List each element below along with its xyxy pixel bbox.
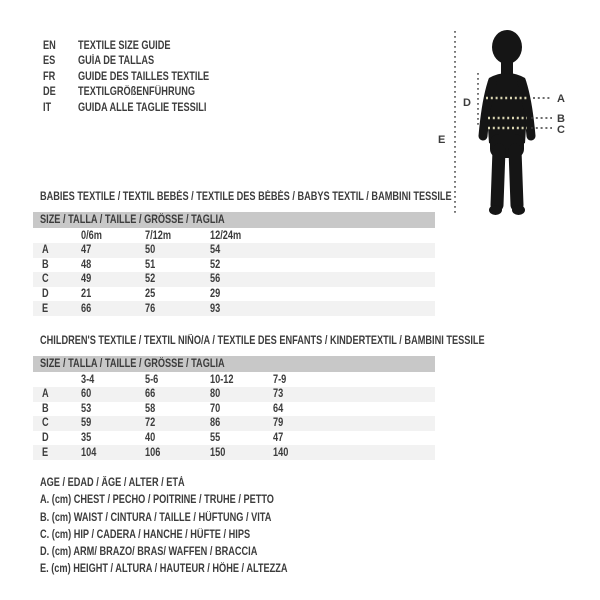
language-row-en [43,39,242,54]
lang-label-en: TEXTILE SIZE GUIDE [78,40,171,52]
table-row: B 53 58 70 64 [42,402,284,415]
babies-col-12-24m: 12/24m [210,229,242,242]
babies-col-0-6m: 0/6m [81,229,102,242]
legend-chest-line: A. (cm) CHEST / PECHO / POITRINE / TRUHE / PETTO [40,494,274,507]
table-row: D 21 25 29 [42,288,221,301]
lang-label-it: GUIDA ALLE TAGLIE TESSILI [78,101,207,114]
babies-size-table [33,212,435,316]
lang-code-it: IT [43,101,52,114]
children-col-5-6: 5-6 [145,373,159,386]
table-row: A 60 66 80 73 [33,387,435,402]
children-col-10-12: 10-12 [210,373,234,386]
babies-section-title: BABIES TEXTILE / TEXTIL BEBÉS / TEXTILE DES BÉBÉS / BABYS TEXTIL / BAMBINI TESSILE [40,191,452,203]
measure-label-c: C [557,124,565,136]
children-col-3-4: 3-4 [81,373,95,386]
child-body-silhouette [483,30,531,215]
lang-code-de: DE [43,86,56,99]
table-row: C 49 52 56 [33,272,435,287]
children-section-title: CHILDREN'S TEXTILE / TEXTIL NIÑO/A / TEXTILE DES ENFANTS / KINDERTEXTIL / BAMBINI TESSILE [40,335,485,347]
child-silhouette-figure [430,10,600,220]
table-row: E 104 106 150 140 [33,445,435,460]
lang-label-de: TEXTILGRÖßENFÜHRUNG [78,86,196,99]
children-col-7-9: 7-9 [273,373,287,386]
measure-label-d: D [463,97,471,109]
children-size-header-bar: SIZE / TALLA / TAILLE / GRÖSSE / TAGLIA [33,356,435,372]
language-list [43,39,242,116]
measure-label-a: A [557,93,565,105]
children-size-table [33,356,435,460]
babies-size-header-bar: SIZE / TALLA / TAILLE / GRÖSSE / TAGLIA [33,212,435,228]
language-row-es [43,54,242,69]
legend-height-line: E. (cm) HEIGHT / ALTURA / HAUTEUR / HÖHE / ALTEZZA [40,563,288,576]
babies-col-7-12m: 7/12m [145,229,172,242]
babies-column-header-row [33,228,435,243]
lang-label-fr: GUIDE DES TAILLES TEXTILE [78,70,210,83]
table-row: D 35 40 55 47 [42,432,284,445]
legend-waist-line: B. (cm) WAIST / CINTURA / TAILLE / HÜFTUNG / VITA [40,511,272,524]
measure-label-e: E [438,134,446,146]
lang-code-en: EN [43,40,56,52]
legend-age-line: AGE / EDAD / ÂGE / ALTER / ETÀ [40,477,185,489]
lang-code-fr: FR [43,70,56,83]
measurement-legend [40,475,349,579]
children-column-header-row [33,372,435,387]
legend-arm-line: D. (cm) ARM/ BRAZO/ BRAS/ WAFFEN / BRACCIA [40,546,258,559]
table-row: A 47 50 54 [33,243,435,258]
table-row: C 59 72 86 79 [33,416,435,431]
legend-hip-line: C. (cm) HIP / CADERA / HANCHE / HÜFTE / HIPS [40,528,251,541]
table-row: E 66 76 93 [33,301,435,316]
lang-label-es: GUÍA DE TALLAS [78,55,155,68]
language-row-fr [43,70,242,85]
language-row-de [43,85,242,100]
language-row-it [43,101,242,116]
table-row: B 48 51 52 [42,258,221,271]
measure-label-b: B [557,113,565,125]
lang-code-es: ES [43,55,56,68]
